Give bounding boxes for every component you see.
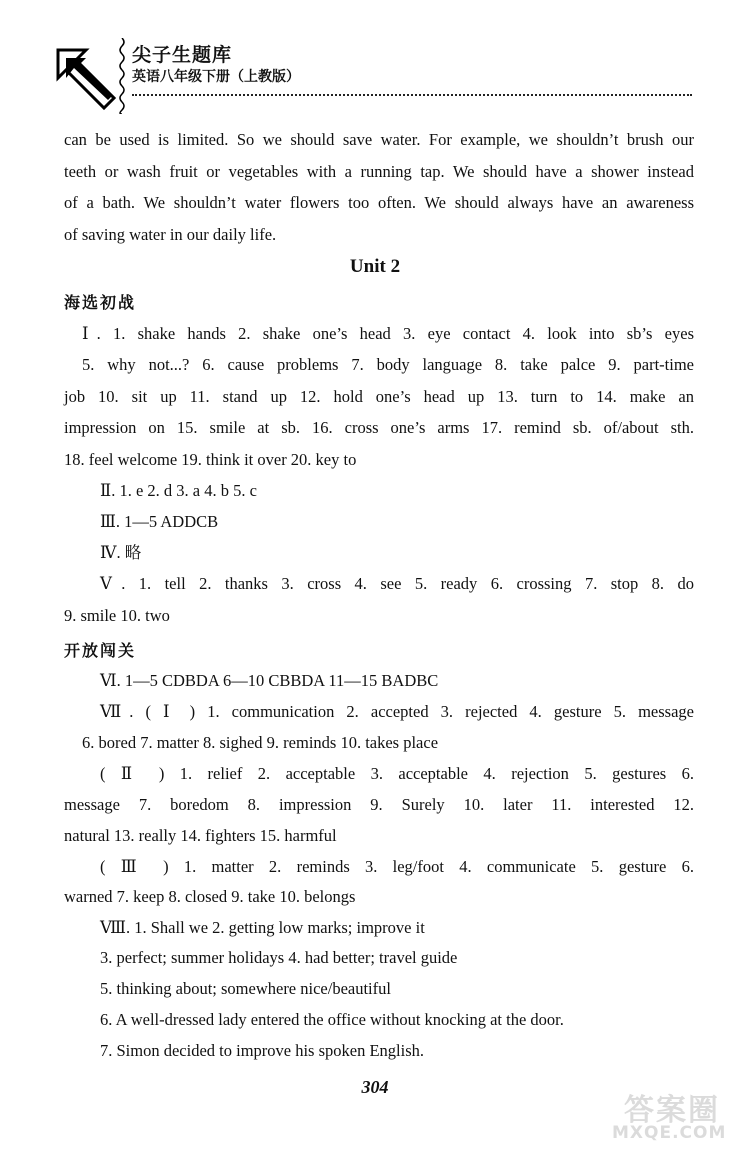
answer-line: Ⅲ. 1—5 ADDCB (100, 512, 219, 531)
answer-line: ( Ⅱ ) 1. relief 2. acceptable 3. acceptable 4. rejection 5. gestures 6. (100, 764, 694, 783)
answer-line: message 7. boredom 8. impression 9. Surely 10. later 11. interested 12. (64, 795, 694, 814)
book-subtitle: 英语八年级下册（上教版） (132, 69, 300, 85)
answer-line: Ⅱ. 1. e 2. d 3. a 4. b 5. c (100, 481, 257, 500)
page-number: 304 (361, 1077, 389, 1097)
answer-line: ( Ⅲ ) 1. matter 2. reminds 3. leg/foot 4. communicate 5. gesture 6. (100, 857, 694, 876)
watermark-url: MXQE.COM (612, 1123, 727, 1143)
unit-title: Unit 2 (349, 256, 401, 277)
answer-line: 7. Simon decided to improve his spoken English. (100, 1041, 425, 1060)
answer-line: 6. bored 7. matter 8. sighed 9. reminds 10. takes place (82, 733, 439, 752)
answer-line: warned 7. keep 8. closed 9. take 10. belongs (64, 887, 356, 906)
section-heading: 海选初战 (64, 293, 137, 312)
answer-line: 18. feel welcome 19. think it over 20. key to (64, 450, 357, 469)
answer-line: impression on 15. smile at sb. 16. cross one’s arms 17. remind sb. of/about sth. (64, 418, 694, 437)
answer-line: Ⅵ. 1—5 CDBDA 6—10 CBBDA 11—15 BADBC (100, 671, 439, 690)
answer-line: 6. A well-dressed lady entered the office without knocking at the door. (100, 1010, 564, 1029)
header-divider (132, 94, 692, 96)
arrow-logo-icon (52, 42, 122, 112)
answer-line: Ⅶ. ( Ⅰ ) 1. communication 2. accepted 3. rejected 4. gesture 5. message (100, 702, 694, 721)
watermark-text: 答案圈 (624, 1093, 720, 1128)
book-series-title: 尖子生题库 (132, 44, 233, 66)
answer-line: job 10. sit up 11. stand up 12. hold one’s head up 13. turn to 14. make an (64, 387, 694, 406)
answer-line: Ⅴ. 1. tell 2. thanks 3. cross 4. see 5. ready 6. crossing 7. stop 8. do (100, 574, 694, 593)
wavy-divider (118, 38, 126, 114)
answer-line: Ⅳ. 略 (100, 543, 142, 562)
answer-line: 9. smile 10. two (64, 606, 170, 625)
answer-line: Ⅰ. 1. shake hands 2. shake one’s head 3. eye contact 4. look into sb’s eyes (82, 324, 694, 343)
paragraph-line: of saving water in our daily life. (64, 225, 277, 244)
answer-line: 3. perfect; summer holidays 4. had better; travel guide (100, 948, 458, 967)
answer-line: 5. why not...? 6. cause problems 7. body language 8. take palce 9. part-time (82, 355, 694, 374)
section-heading: 开放闯关 (64, 641, 137, 660)
watermark (612, 1085, 742, 1145)
paragraph-line: can be used is limited. So we should save water. For example, we shouldn’t brush our (64, 130, 694, 149)
paragraph-line: of a bath. We shouldn’t water flowers too often. We should always have an awareness (64, 193, 694, 212)
answer-line: Ⅷ. 1. Shall we 2. getting low marks; improve it (100, 918, 425, 937)
paragraph-line: teeth or wash fruit or vegetables with a running tap. We should have a shower instead (64, 162, 694, 181)
answer-line: 5. thinking about; somewhere nice/beautiful (100, 979, 391, 998)
answer-line: natural 13. really 14. fighters 15. harmful (64, 826, 337, 845)
